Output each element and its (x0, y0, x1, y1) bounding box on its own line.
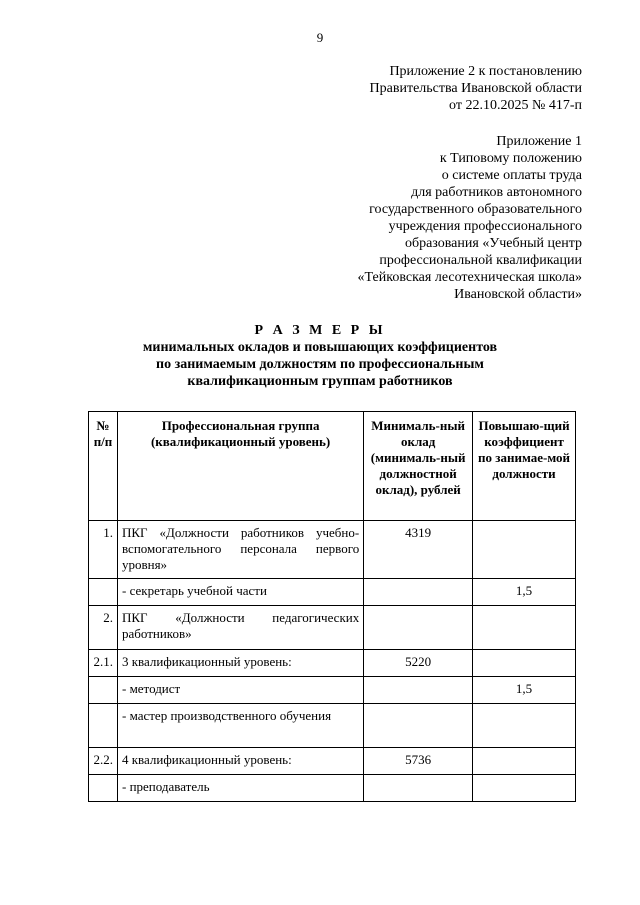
row-min-salary: 5220 (364, 650, 473, 677)
row-num: 2.2. (89, 748, 118, 775)
row-coefficient (473, 704, 576, 748)
heading-line: по занимаемым должностям по профессиональным (156, 357, 484, 372)
row-name: 3 квалификационный уровень: (117, 650, 363, 677)
row-min-salary (364, 606, 473, 650)
row-num (89, 704, 118, 748)
table-row (89, 704, 576, 748)
appendix-1-line: образования «Учебный центр (404, 236, 582, 251)
row-name: ПКГ «Должности работников учебно-вспомогательного персонала первого уровня» (117, 521, 363, 579)
table-row (89, 650, 576, 677)
appendix-1-line: Ивановской области» (454, 287, 582, 302)
page-number: 9 (316, 30, 324, 45)
row-min-salary (364, 704, 473, 748)
appendix-1-line: для работников автономного (411, 185, 582, 200)
appendix-2-line: Приложение 2 к постановлению (389, 64, 582, 79)
heading-title: Р А З М Е Р Ы (254, 323, 386, 338)
row-num (89, 775, 118, 802)
row-name: ПКГ «Должности педагогических работников» (117, 606, 363, 650)
row-coefficient (473, 650, 576, 677)
table-row (89, 521, 576, 579)
heading-line: квалификационным группам работников (187, 374, 453, 389)
row-num: 2.1. (89, 650, 118, 677)
row-min-salary: 4319 (364, 521, 473, 579)
row-name: - мастер производственного обучения (117, 704, 363, 748)
row-name: - преподаватель (117, 775, 363, 802)
row-name: - секретарь учебной части (117, 579, 363, 606)
row-coefficient (473, 775, 576, 802)
row-min-salary (364, 677, 473, 704)
document-heading (0, 322, 640, 390)
row-min-salary: 5736 (364, 748, 473, 775)
appendix-1-line: «Тейковская лесотехническая школа» (357, 270, 582, 285)
appendix-1-line: профессиональной квалификации (379, 253, 582, 268)
header-group: Профессиональная группа (квалификационный уровень) (117, 412, 363, 521)
row-num (89, 579, 118, 606)
row-coefficient (473, 606, 576, 650)
row-min-salary (364, 775, 473, 802)
table-row (89, 606, 576, 650)
row-coefficient (473, 748, 576, 775)
header-coefficient: Повышаю-щий коэффициент по занимае-мой должности (473, 412, 576, 521)
row-coefficient (473, 521, 576, 579)
appendix-2-line: от 22.10.2025 № 417-п (449, 98, 582, 113)
appendix-1-line: учреждения профессионального (388, 219, 582, 234)
salary-table (88, 411, 576, 802)
row-num: 2. (89, 606, 118, 650)
row-name: - методист (117, 677, 363, 704)
table-row (89, 579, 576, 606)
appendix-1-line: к Типовому положению (439, 151, 582, 166)
table-row (89, 677, 576, 704)
table-row (89, 748, 576, 775)
heading-line: минимальных окладов и повышающих коэффициентов (142, 340, 498, 355)
appendix-2-line: Правительства Ивановской области (369, 81, 582, 96)
row-num (89, 677, 118, 704)
row-min-salary (364, 579, 473, 606)
table-header-row (89, 412, 576, 521)
table-row (89, 775, 576, 802)
header-num: № п/п (89, 412, 118, 521)
row-num: 1. (89, 521, 118, 579)
row-coefficient: 1,5 (473, 579, 576, 606)
header-min-salary: Минималь-ный оклад (минималь-ный должностной оклад), рублей (364, 412, 473, 521)
appendix-1-line: государственного образовательного (369, 202, 582, 217)
appendix-1-line: о системе оплаты труда (441, 168, 582, 183)
appendix-2-block (370, 63, 582, 114)
row-name: 4 квалификационный уровень: (117, 748, 363, 775)
appendix-1-line: Приложение 1 (496, 134, 582, 149)
row-coefficient: 1,5 (473, 677, 576, 704)
appendix-1-block (358, 133, 582, 303)
